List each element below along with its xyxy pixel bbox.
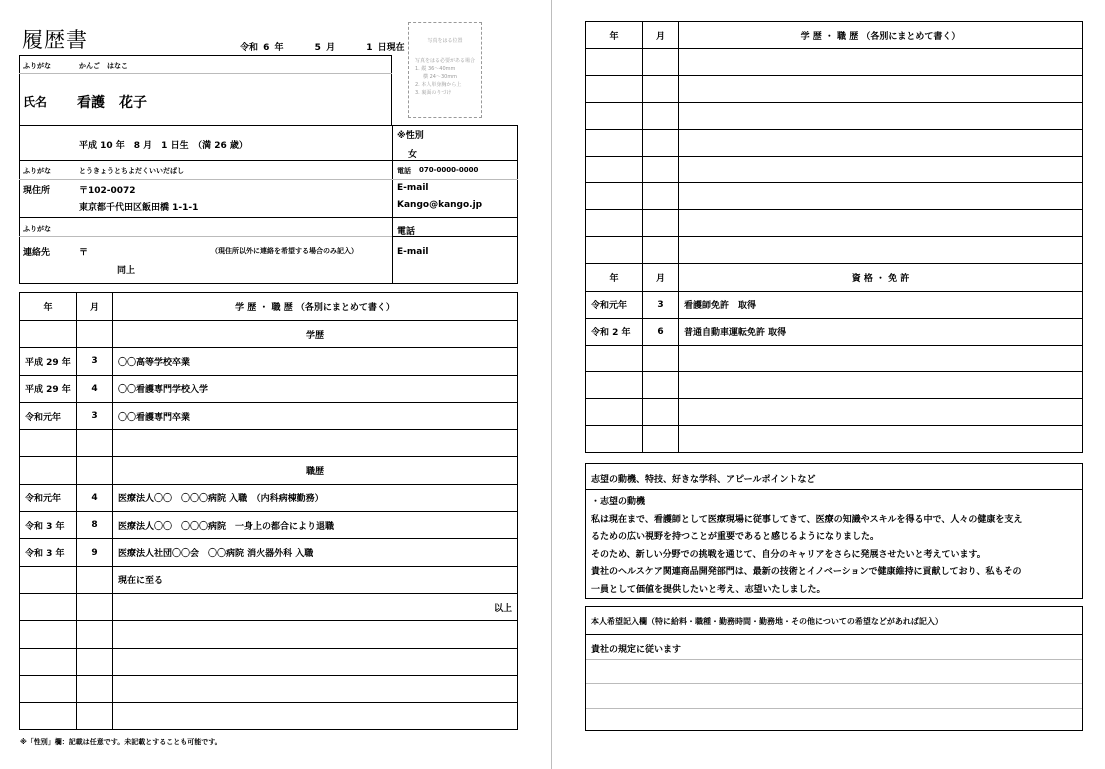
wishes-line xyxy=(586,684,1082,709)
table-row xyxy=(586,183,1083,210)
table-row xyxy=(20,402,518,429)
row-year xyxy=(20,457,77,484)
motivation-line: 貴社のヘルスケア関連商品開発部門は、最新の技術とイノベーションで健康維持に貢献しており、私もその xyxy=(591,567,1022,577)
contact-label: 連絡先 xyxy=(23,248,51,258)
col-header-content: 学 歴 ・ 職 歴 （各別にまとめて書く） xyxy=(113,293,518,321)
address-furigana: とうきょうとちよだくいいだばし xyxy=(79,167,184,175)
row-year xyxy=(586,75,643,102)
row-year xyxy=(586,425,643,452)
postal-code: 〒102-0072 xyxy=(79,186,136,196)
row-month: 3 xyxy=(643,292,679,319)
table-row xyxy=(20,539,518,566)
row-month: 4 xyxy=(77,484,113,511)
row-month xyxy=(643,210,679,237)
table-row xyxy=(20,675,518,702)
row-content xyxy=(679,102,1083,129)
table-row xyxy=(586,425,1083,452)
name-label: 氏名 xyxy=(23,95,48,109)
col-header-year: 年 xyxy=(586,22,643,49)
motivation-line: そのため、新しい分野での挑戦を通じて、自分のキャリアをさらに発展させたいと考えています。 xyxy=(591,549,986,560)
row-month xyxy=(77,675,113,702)
row-year xyxy=(20,675,77,702)
row-content: 職歴 xyxy=(113,457,518,484)
contact-furigana-label: ふりがな xyxy=(23,225,51,233)
row-month xyxy=(77,321,113,348)
page-title: 履歴書 xyxy=(22,28,88,52)
row-month xyxy=(643,102,679,129)
col-header-year: 年 xyxy=(20,293,77,321)
table-row xyxy=(586,237,1083,264)
history-table-right xyxy=(585,21,1083,264)
row-content xyxy=(679,399,1083,426)
table-row xyxy=(586,372,1083,399)
personal-info-block xyxy=(19,55,518,284)
row-content: 学歴 xyxy=(113,321,518,348)
address-label: 現住所 xyxy=(23,186,51,196)
row-month: 4 xyxy=(77,375,113,402)
row-content xyxy=(679,183,1083,210)
photo-line: 写真をはる必要がある場合 xyxy=(415,58,476,64)
date-line xyxy=(240,40,405,53)
contact-value: 同上 xyxy=(117,266,136,276)
photo-line: 2. 本人単身胸から上 xyxy=(415,82,462,88)
table-row xyxy=(586,345,1083,372)
address-furigana-label: ふりがな xyxy=(23,167,51,175)
col-header-month: 月 xyxy=(643,22,679,49)
row-month: 8 xyxy=(77,512,113,539)
date-month: 5 月 xyxy=(314,43,336,53)
row-content xyxy=(679,345,1083,372)
col-header-content: 学 歴 ・ 職 歴 （各別にまとめて書く） xyxy=(679,22,1083,49)
row-content xyxy=(113,430,518,457)
wishes-line xyxy=(586,709,1082,734)
row-month xyxy=(643,425,679,452)
row-content: 〇〇高等学校卒業 xyxy=(113,348,518,375)
row-content: 現在に至る xyxy=(113,566,518,593)
email-value: Kango@kango.jp xyxy=(397,200,483,210)
row-month xyxy=(77,566,113,593)
row-content xyxy=(679,372,1083,399)
wishes-line xyxy=(586,660,1082,685)
contact-email-label: E-mail xyxy=(397,247,429,257)
table-row xyxy=(20,703,518,730)
table-row xyxy=(586,49,1083,76)
row-content xyxy=(679,210,1083,237)
row-month xyxy=(643,49,679,76)
row-year xyxy=(586,210,643,237)
date-day: 1 日現在 xyxy=(366,43,405,53)
motivation-line: るための広い視野を持つことが重要であると感じるようになりました。 xyxy=(591,532,880,542)
row-month xyxy=(643,156,679,183)
photo-line: 横 24～30mm xyxy=(423,74,458,80)
row-month: 3 xyxy=(77,402,113,429)
row-content: 医療法人〇〇 〇〇〇病院 一身上の都合により退職 xyxy=(113,512,518,539)
row-month xyxy=(643,75,679,102)
photo-line: 1. 縦 36～40mm xyxy=(415,66,456,72)
row-year xyxy=(586,156,643,183)
col-header-month: 月 xyxy=(643,264,679,292)
row-content: 看護師免許 取得 xyxy=(679,292,1083,319)
row-year: 平成 29 年 xyxy=(20,375,77,402)
col-header-year: 年 xyxy=(586,264,643,292)
row-month xyxy=(643,399,679,426)
table-row xyxy=(20,348,518,375)
table-row xyxy=(586,129,1083,156)
table-row xyxy=(20,566,518,593)
row-content xyxy=(679,156,1083,183)
row-month xyxy=(643,129,679,156)
row-month: 3 xyxy=(77,348,113,375)
row-content: 〇〇看護専門卒業 xyxy=(113,402,518,429)
gender-value: 女 xyxy=(408,150,418,160)
page-divider xyxy=(551,0,552,769)
row-content xyxy=(113,675,518,702)
motivation-line: 私は現在まで、看護師として医療現場に従事してきて、医療の知識やスキルを得る中で、人々の健康を支え xyxy=(591,514,1023,525)
row-content: 医療法人社団〇〇会 〇〇病院 消火器外科 入職 xyxy=(113,539,518,566)
row-year: 令和 3 年 xyxy=(20,539,77,566)
row-year xyxy=(586,129,643,156)
row-year xyxy=(586,49,643,76)
motivation-body xyxy=(586,490,1082,603)
licenses-table xyxy=(585,263,1083,453)
row-content xyxy=(113,703,518,730)
contact-phone-label: 電話 xyxy=(397,227,416,237)
table-row xyxy=(20,484,518,511)
table-row xyxy=(586,318,1083,345)
row-content xyxy=(113,648,518,675)
row-month xyxy=(643,237,679,264)
row-year xyxy=(586,372,643,399)
row-year xyxy=(20,648,77,675)
table-row xyxy=(586,156,1083,183)
row-content: 〇〇看護専門学校入学 xyxy=(113,375,518,402)
table-row xyxy=(586,399,1083,426)
row-month xyxy=(77,648,113,675)
row-year xyxy=(20,703,77,730)
row-year: 令和 2 年 xyxy=(586,318,643,345)
table-row xyxy=(586,210,1083,237)
table-row xyxy=(20,648,518,675)
history-table-left xyxy=(19,292,518,730)
name-value: 看護 花子 xyxy=(77,95,147,111)
row-month xyxy=(77,430,113,457)
row-year xyxy=(20,321,77,348)
name-box xyxy=(19,55,392,126)
row-content xyxy=(113,621,518,648)
table-row xyxy=(20,457,518,484)
motivation-section xyxy=(585,463,1083,599)
row-month xyxy=(643,372,679,399)
col-header-month: 月 xyxy=(77,293,113,321)
row-month xyxy=(643,183,679,210)
motivation-heading: 志望の動機、特技、好きな学科、アピールポイントなど xyxy=(586,464,1082,490)
col-header-content: 資 格 ・ 免 許 xyxy=(679,264,1083,292)
row-year: 令和元年 xyxy=(20,484,77,511)
motivation-line: 一員として価値を提供したいと考え、志望いたしました。 xyxy=(591,584,826,595)
wishes-section xyxy=(585,606,1083,731)
table-row xyxy=(20,321,518,348)
photo-line: 3. 裏面のりづけ xyxy=(415,90,452,96)
row-year: 令和 3 年 xyxy=(20,512,77,539)
wishes-line: 貴社の規定に従います xyxy=(586,635,1082,660)
row-content: 医療法人〇〇 〇〇〇病院 入職 （内科病棟勤務） xyxy=(113,484,518,511)
table-row xyxy=(586,292,1083,319)
name-furigana: かんご はなこ xyxy=(79,62,128,70)
photo-line: 写真をはる位置 xyxy=(427,38,463,44)
table-row xyxy=(20,430,518,457)
gender-label: ※性別 xyxy=(397,131,424,141)
phone-label: 電話 xyxy=(397,167,411,175)
phone-value: 070-0000-0000 xyxy=(419,166,479,174)
email-label: E-mail xyxy=(397,183,429,193)
row-content xyxy=(679,75,1083,102)
row-year xyxy=(586,183,643,210)
row-year xyxy=(586,345,643,372)
row-year xyxy=(20,621,77,648)
row-year xyxy=(586,102,643,129)
row-month xyxy=(643,345,679,372)
row-year xyxy=(20,566,77,593)
row-year xyxy=(586,237,643,264)
row-content xyxy=(679,425,1083,452)
row-content xyxy=(679,237,1083,264)
row-year: 令和元年 xyxy=(20,402,77,429)
row-content xyxy=(679,49,1083,76)
row-month xyxy=(77,593,113,620)
date-era-year: 令和 6 年 xyxy=(240,43,284,53)
row-year: 令和元年 xyxy=(586,292,643,319)
contact-note: （現住所以外に連絡を希望する場合のみ記入） xyxy=(211,247,358,255)
table-row xyxy=(586,75,1083,102)
wishes-heading: 本人希望記入欄（特に給料・職種・勤務時間・勤務地・その他についての希望などがあれば記入） xyxy=(586,607,1082,635)
table-row xyxy=(20,375,518,402)
contact-postal: 〒 xyxy=(79,248,89,258)
row-year: 平成 29 年 xyxy=(20,348,77,375)
row-content xyxy=(679,129,1083,156)
table-row xyxy=(586,102,1083,129)
row-month: 9 xyxy=(77,539,113,566)
row-year xyxy=(586,399,643,426)
row-month xyxy=(77,457,113,484)
row-year xyxy=(20,430,77,457)
motivation-line: ・志望の動機 xyxy=(591,497,646,507)
table-row xyxy=(20,593,518,620)
row-year xyxy=(20,593,77,620)
birth-date: 平成 10 年 8 月 1 日生 （満 26 歳） xyxy=(79,141,248,151)
table-row xyxy=(20,621,518,648)
row-month xyxy=(77,703,113,730)
table-row xyxy=(20,512,518,539)
furigana-label: ふりがな xyxy=(23,62,51,70)
row-content: 普通自動車運転免許 取得 xyxy=(679,318,1083,345)
address-value: 東京都千代田区飯田橋 1-1-1 xyxy=(79,203,199,213)
row-month: 6 xyxy=(643,318,679,345)
row-content: 以上 xyxy=(113,593,518,620)
footnote: ※「性別」欄：記載は任意です。未記載とすることも可能です。 xyxy=(20,738,222,746)
row-month xyxy=(77,621,113,648)
